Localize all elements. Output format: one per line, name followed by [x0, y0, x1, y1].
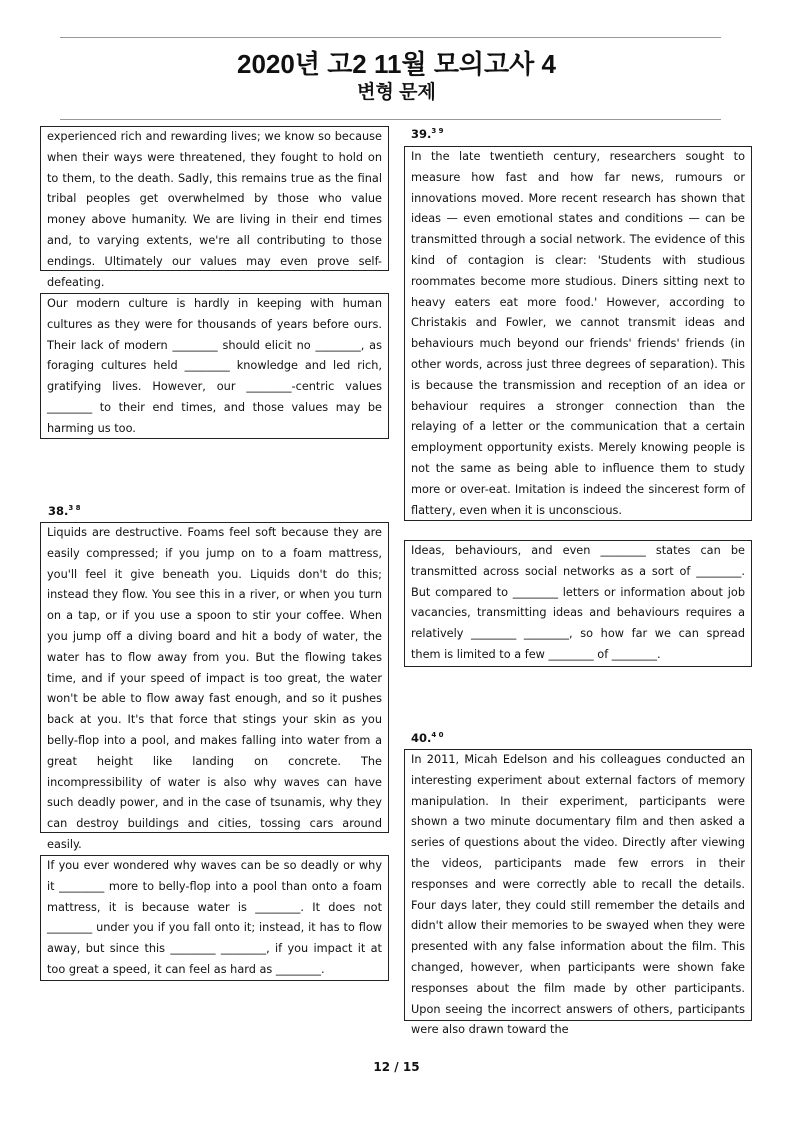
- passage-37-continued: [40, 126, 389, 289]
- summary-39: [404, 540, 752, 667]
- passage-text: Liquids are destructive. Foams feel soft because they are easily compressed; if you jump on to a foam mattress, you'll feel it give beneath you. Liquids don't do this; instead they flow. You see this in a river, or when you turn on a tap, or if you use a spoon to stir your coffee. When you jump off a diving board and hit a body of water, the water has to flow away from you. But the flowing takes time, and if your speed of impact is too great, the water won't be able to flow away fast enough, and so it pushes back at you. It's that force that stings your skin as you belly-flop into a pool, and makes falling into water from a great height like landing on concrete. The incompressibility of water is also why waves can have such deadly power, and in the case of tsunamis, why they can destroy buildings and cities, tossing cars around easily.: [47, 526, 382, 851]
- question-superscript: 3 9: [431, 127, 444, 136]
- question-39-label: [411, 127, 444, 141]
- summary-text: Ideas, behaviours, and even ________ states can be transmitted across social networks as a sort of ________. But compared to ________ letters or information about job vacancies, transmitting ideas and behaviours requires a relatively ________ ________, so how far we can spread them is limited to a few ________ of ________.: [411, 544, 745, 661]
- passage-40: [404, 749, 752, 1037]
- page-number: 12 / 15: [373, 1060, 420, 1074]
- passage-38: [40, 522, 389, 851]
- question-number: 39.: [411, 127, 432, 141]
- summary-text: Our modern culture is hardly in keeping with human cultures as they were for thousands of years before ours. Their lack of modern ________ should elicit no ________, as foraging cultures held ________ knowledge and led rich, gratifying lives. However, our ________-centric values ________ to their end times, and those values may be harming us too.: [47, 297, 382, 435]
- summary-text: If you ever wondered why waves can be so deadly or why it ________ more to belly-flop into a pool than onto a foam mattress, it is because water is ________. It does not ________ under you if you fall onto it; instead, it has to flow away, but since this ________ ________, if you impact it at too great a speed, it can feel as hard as ________.: [47, 859, 382, 976]
- header-rule-top: [60, 37, 721, 38]
- question-superscript: 4 0: [431, 731, 444, 740]
- header-rule-bottom: [60, 119, 721, 120]
- question-superscript: 3 8: [68, 504, 81, 513]
- passage-39: [404, 146, 752, 521]
- page-title: 2020년 고2 11월 모의고사 4: [237, 49, 556, 79]
- summary-38: [40, 855, 389, 981]
- question-40-label: [411, 731, 444, 745]
- question-38-label: [48, 504, 81, 518]
- question-number: 40.: [411, 731, 432, 745]
- passage-text: experienced rich and rewarding lives; we know so because when their ways were threatened, they fought to hold on to them, to the death. Sadly, this remains true as the final tribal peoples get overwhelmed by those who value money above humanity. We are living in their end times and, to varying extents, we're all contributing to those endings. Ultimately our values may even prove self-defeating.: [47, 130, 382, 289]
- passage-text: In the late twentieth century, researchers sought to measure how fast and how far news, rumours or innovations moved. More recent research has shown that ideas — even emotional states and conditions — can be transmitted through a social network. The evidence of this kind of contagion is clear: 'Students with studious roommates become more studious. Diners sitting next to heavy eaters eat more food.' However, according to Christakis and Fowler, we cannot transmit ideas and behaviours much beyond our friends' friends' friends (in other words, across just three degrees of separation). This is because the transmission and reception of an idea or behaviour requires a stronger connection than the relaying of a letter or the communication that a certain employment opportunity exists. Merely knowing people is not the same as being able to influence them to study more or over-eat. Imitation is indeed the sincerest form of flattery, even when it is unconscious.: [411, 150, 745, 517]
- question-number: 38.: [48, 504, 69, 518]
- passage-text: In 2011, Micah Edelson and his colleagues conducted an interesting experiment about external factors of memory manipulation. In their experiment, participants were shown a two minute documentary film and then asked a series of questions about the video. Directly after viewing the videos, participants made few errors in their responses and were correctly able to recall the details. Four days later, they could still remember the details and didn't allow their memories to be swayed when they were presented with any false information about the film. This changed, however, when participants were shown fake responses about the film made by other participants. Upon seeing the incorrect answers of others, participants were also drawn toward the: [411, 753, 745, 1037]
- summary-37: [40, 293, 389, 439]
- page-subtitle: 변형 문제: [357, 82, 436, 103]
